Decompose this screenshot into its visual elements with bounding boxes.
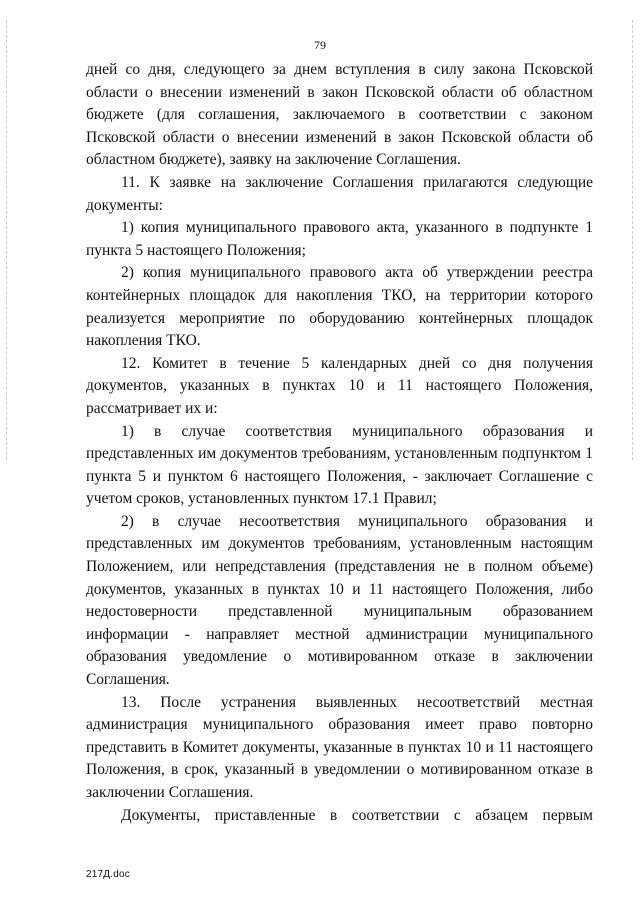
paragraph-item-12-1: 1) в случае соответствия муниципального образования и представленных им документов требованиям, установленным подпунктом 1 пункта 5 и пунктом 6 настоящего Положения, - заключает Соглашение с учетом сроков, установленных пунктом 17.1 Правил; — [86, 422, 593, 508]
paragraph-continuation: дней со дня, следующего за днем вступления в силу закона Псковской области о внесении изменений в закон Псковской области об областном бюджете (для соглашения, заключаемого в соответствии с законом Псковской области о внесении изменений в закон Псковской области об областном бюджете), заявку на заключение Соглашения. — [86, 61, 593, 169]
document-body — [86, 59, 593, 827]
paragraph-documents: Документы, приставленные в соответствии с абзацем первым — [121, 806, 593, 824]
paragraph-item-11-1: 1) копия муниципального правового акта, указанного в подпункте 1 пункта 5 настоящего Положения; — [86, 219, 593, 259]
page-number: 79 — [314, 38, 326, 52]
paragraph-item-12: 12. Комитет в течение 5 календарных дней со дня получения документов, указанных в пунктах 10 и 11 настоящего Положения, рассматривает их и: — [86, 354, 593, 417]
scan-edge-left — [6, 20, 8, 460]
paragraph-item-11-2: 2) копия муниципального правового акта об утверждении реестра контейнерных площадок для накопления ТКО, на территории которого реализуется мероприятие по оборудованию контейнерных площадок накопления ТКО. — [86, 264, 593, 350]
file-name-footer: 217Д.doc — [86, 869, 130, 880]
scan-edge-right — [632, 20, 634, 460]
paragraph-item-13: 13. После устранения выявленных несоответствий местная администрация муниципального образования имеет право повторно представить в Комитет документы, указанные в пунктах 10 и 11 настоящего Положения, в срок, указанный в уведомлении о мотивированном отказе в заключении Соглашения. — [86, 693, 593, 801]
paragraph-item-11: 11. К заявке на заключение Соглашения прилагаются следующие документы: — [86, 173, 593, 214]
paragraph-item-12-2: 2) в случае несоответствия муниципального образования и представленных им документов требованиям, установленным настоящим Положением, или непредставления (представления не в полном объеме) документов, указанных в пунктах 10 и 11 настоящего Положения, либо недостоверности представленной муниципальным образованием информации - направляет местной администрации муниципального образования уведомление о мотивированном отказе в заключении Соглашения. — [86, 512, 593, 689]
